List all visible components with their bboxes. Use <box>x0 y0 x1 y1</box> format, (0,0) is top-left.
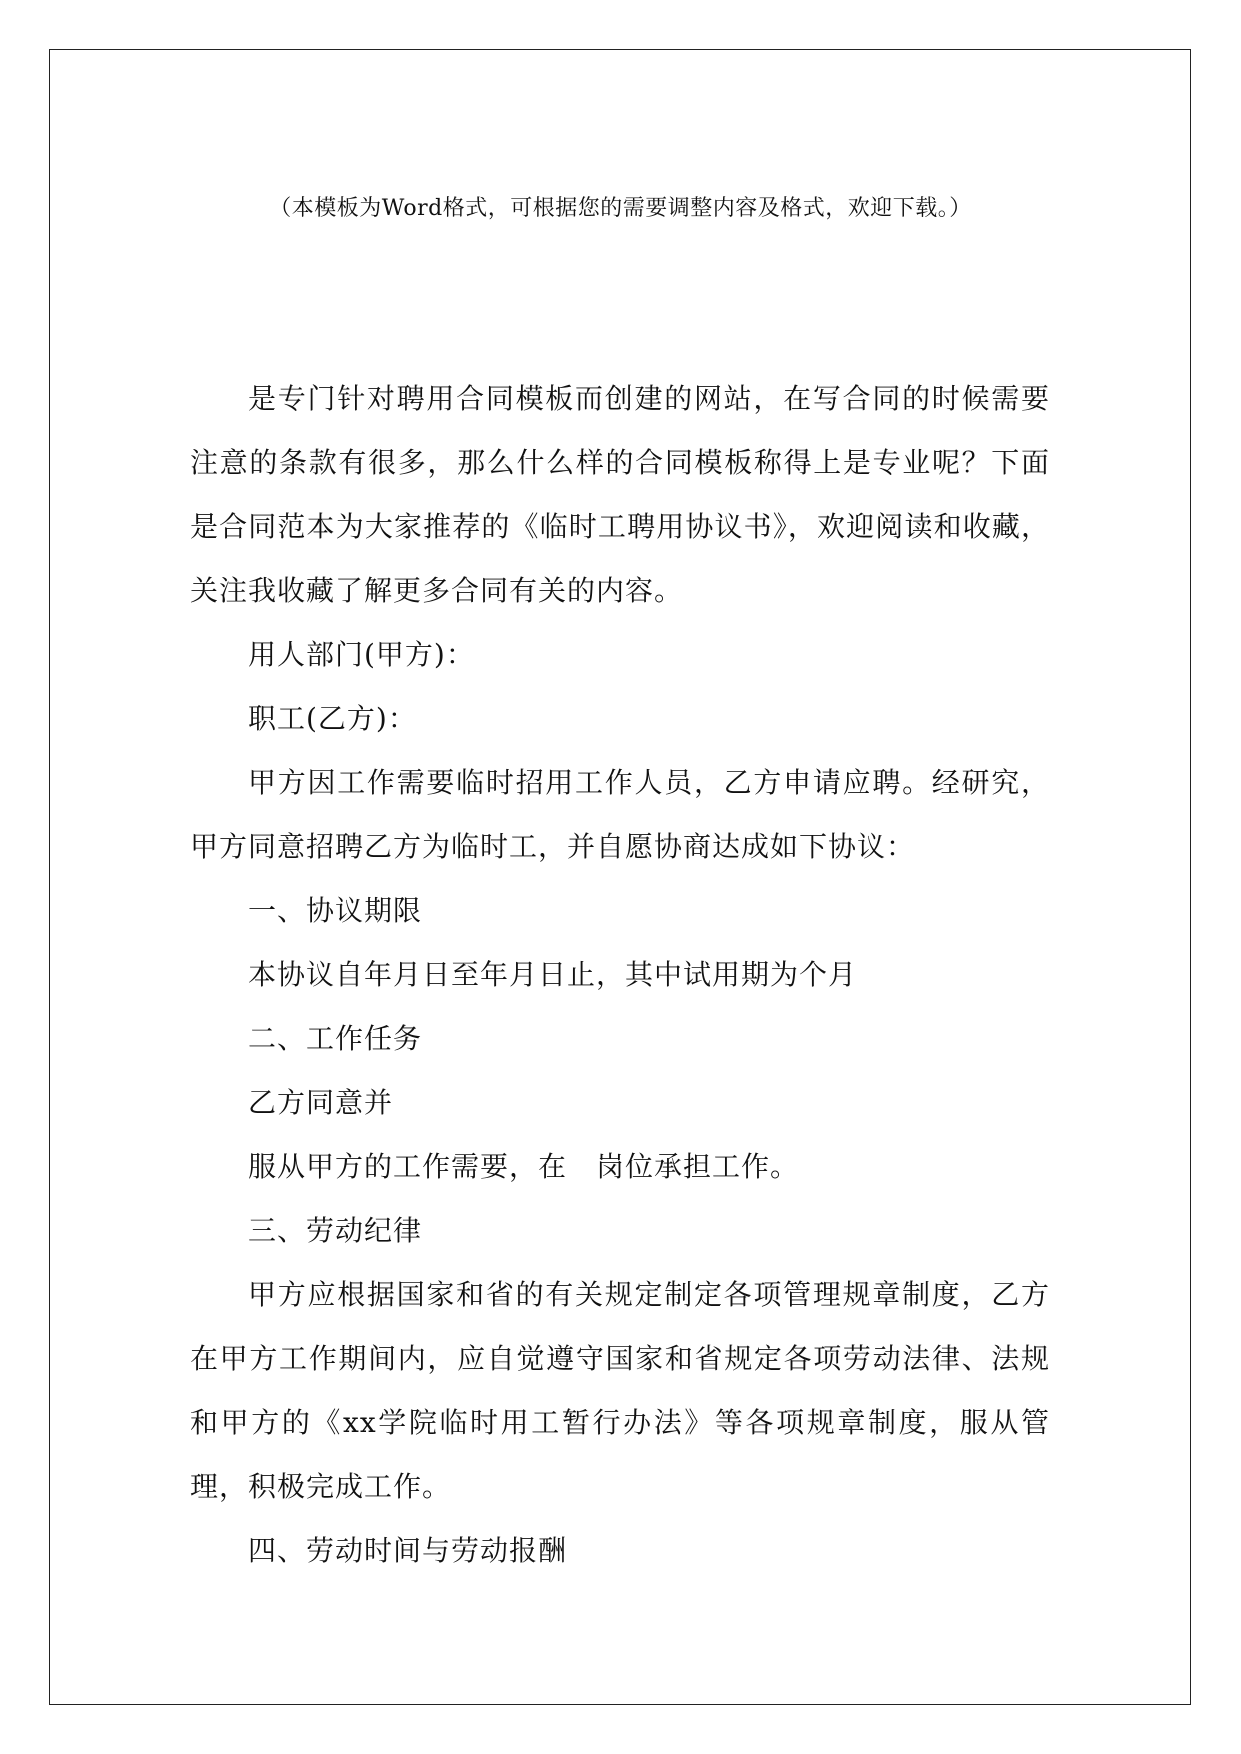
intro-paragraph: 是专门针对聘用合同模板而创建的网站，在写合同的时候需要注意的条款有很多，那么什么样的合同模板称得上是专业呢？下面是合同范本为大家推荐的《临时工聘用协议书》，欢迎阅读和收藏，关注我收藏了解更多合同有关的内容。 <box>190 382 1050 607</box>
employer-field: 用人部门(甲方)： <box>248 638 475 671</box>
preamble-paragraph: 甲方因工作需要临时招用工作人员，乙方申请应聘。经研究，甲方同意招聘乙方为临时工，并自愿协商达成如下协议： <box>190 766 1050 863</box>
tasks-paragraph-2: 服从甲方的工作需要，在 岗位承担工作。 <box>248 1150 800 1183</box>
tasks-paragraph-1: 乙方同意并 <box>248 1086 394 1119</box>
section-heading-tasks: 二、工作任务 <box>248 1022 423 1055</box>
employee-field: 职工(乙方)： <box>248 702 417 735</box>
template-note: （本模板为Word格式，可根据您的需要调整内容及格式，欢迎下载。） <box>269 196 972 221</box>
section-heading-term: 一、协议期限 <box>248 894 423 927</box>
section-heading-discipline: 三、劳动纪律 <box>248 1214 423 1247</box>
term-paragraph: 本协议自年月日至年月日止，其中试用期为个月 <box>248 958 858 991</box>
document-body <box>190 367 1050 1583</box>
section-heading-hours-pay: 四、劳动时间与劳动报酬 <box>248 1534 568 1567</box>
discipline-paragraph: 甲方应根据国家和省的有关规定制定各项管理规章制度，乙方在甲方工作期间内，应自觉遵守国家和省规定各项劳动法律、法规和甲方的《xx学院临时用工暂行办法》等各项规章制度，服从管理，积极完成工作。 <box>190 1278 1050 1503</box>
